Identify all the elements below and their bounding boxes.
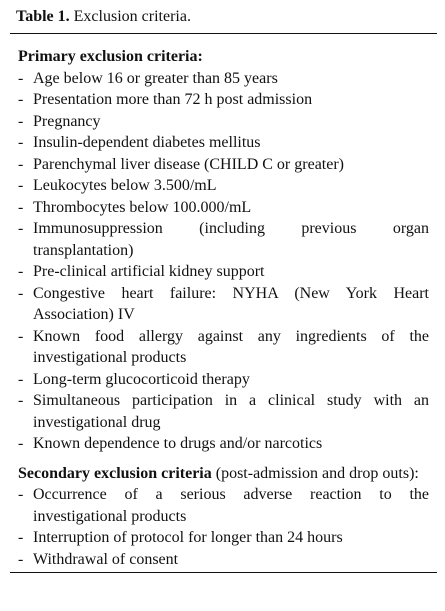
secondary-heading-text: Secondary exclusion criteria <box>18 464 212 482</box>
list-item: - Immunosuppression (including previous organ transplantation) <box>18 218 429 261</box>
list-item: - Known dependence to drugs and/or narcotics <box>18 433 429 455</box>
list-item: - Occurrence of a serious adverse reaction to the investigational products <box>18 484 429 527</box>
list-item: - Simultaneous participation in a clinical study with an investigational drug <box>18 390 429 433</box>
list-item: - Congestive heart failure: NYHA (New York Heart Association) IV <box>18 283 429 326</box>
list-item: - Withdrawal of consent <box>18 549 429 571</box>
table-caption-title: Exclusion criteria. <box>73 8 191 25</box>
primary-criteria-list <box>18 68 429 455</box>
list-item: - Leukocytes below 3.500/mL <box>18 175 429 197</box>
list-item: - Pre-clinical artificial kidney support <box>18 261 429 283</box>
secondary-criteria-list <box>18 484 429 570</box>
list-item: - Known food allergy against any ingredients of the investigational products <box>18 326 429 369</box>
primary-section-heading: Primary exclusion criteria: <box>18 48 203 65</box>
list-item: - Age below 16 or greater than 85 years <box>18 68 429 90</box>
exclusion-criteria-table <box>10 7 437 573</box>
table-caption-label: Table 1. <box>16 8 70 25</box>
list-item: - Parenchymal liver disease (CHILD C or greater) <box>18 154 429 176</box>
list-item: - Long-term glucocorticoid therapy <box>18 369 429 391</box>
list-item: - Pregnancy <box>18 111 429 133</box>
secondary-heading-note: (post-admission and drop outs): <box>215 464 419 482</box>
list-item: - Thrombocytes below 100.000/mL <box>18 197 429 219</box>
table-caption <box>10 7 437 34</box>
list-item: - Insulin-dependent diabetes mellitus <box>18 132 429 154</box>
list-item: - Presentation more than 72 h post admission <box>18 89 429 111</box>
secondary-section-heading <box>18 463 429 485</box>
table-body <box>10 34 437 573</box>
list-item: - Interruption of protocol for longer than 24 hours <box>18 527 429 549</box>
